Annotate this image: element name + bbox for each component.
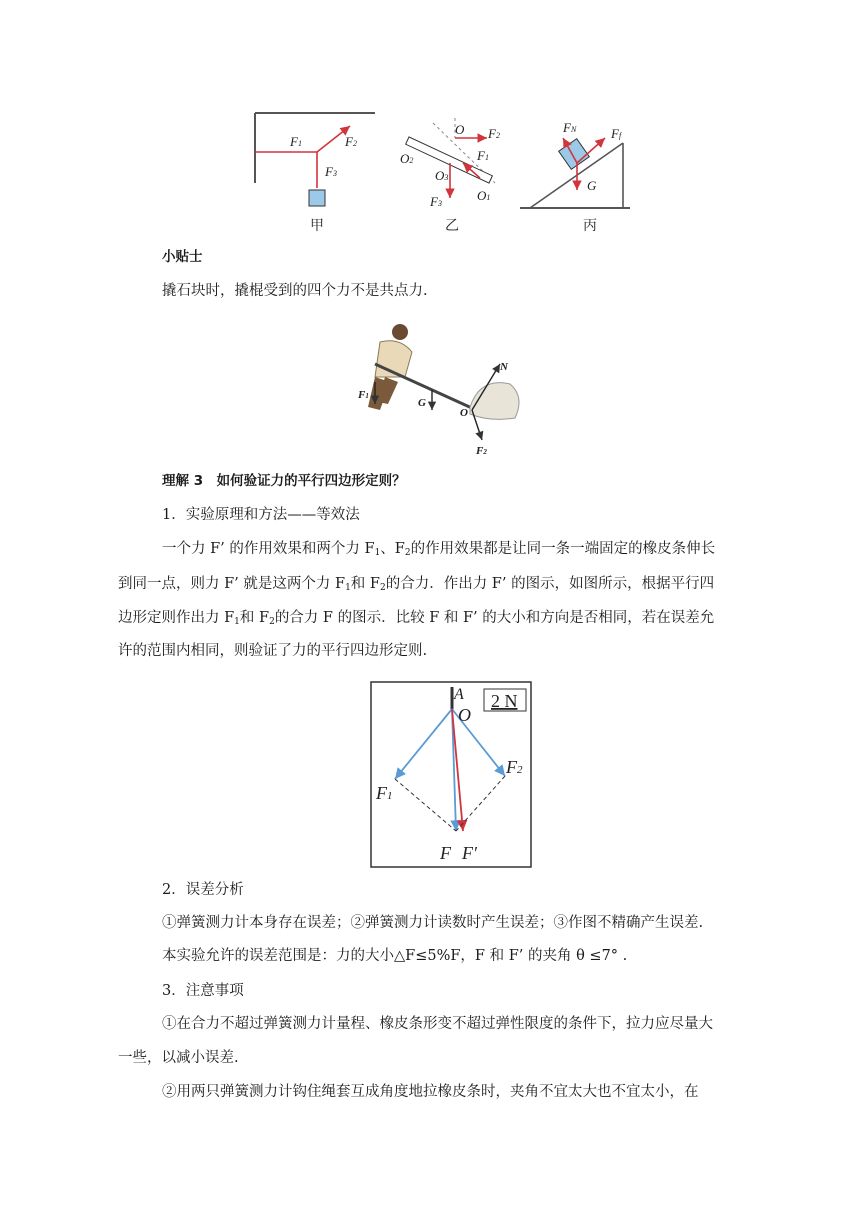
svg-text:F′: F′ <box>462 843 477 863</box>
diagram-yi <box>400 118 500 234</box>
svg-text:Ff: Ff <box>611 126 622 141</box>
para3-line2: 一些，以减小误差. <box>118 1050 239 1066</box>
svg-text:G: G <box>418 397 426 409</box>
section-heading: 理解 3 如何验证力的平行四边形定则？ <box>162 473 406 489</box>
svg-text:F2: F2 <box>506 757 523 777</box>
para2-line1: ①弹簧测力计本身存在误差；②弹簧测力计读数时产生误差；③作图不精确产生误差. <box>162 915 704 931</box>
svg-text:F2: F2 <box>476 445 487 457</box>
svg-text:2 N: 2 N <box>491 691 518 711</box>
lever-figure <box>350 322 520 460</box>
svg-text:F1: F1 <box>376 783 393 803</box>
force-diagrams-figure <box>245 108 645 238</box>
label-yi: 乙 <box>445 219 459 234</box>
tip-text: 撬石块时，撬棍受到的四个力不是共点力. <box>162 283 428 299</box>
para1-line1: 一个力 F’ 的作用效果和两个力 $F_1$、$F_2$的作用效果都是让同一条一端固定的橡皮条伸长 <box>162 541 716 558</box>
svg-text:F2: F2 <box>488 126 500 141</box>
svg-text:O: O <box>458 705 471 725</box>
svg-text:F2: F2 <box>345 134 357 149</box>
svg-text:O1: O1 <box>477 188 491 203</box>
svg-text:F1: F1 <box>358 389 369 401</box>
para1-line4: 许的范围内相同，则验证了力的平行四边形定则. <box>118 643 428 659</box>
svg-text:FN: FN <box>563 120 577 135</box>
para1-line2: 到同一点，则力 F’ 就是这两个力 $F_1$和 $F_2$的合力．作出力 F’ 的图示，如图所示，根据平行四 <box>118 576 715 593</box>
svg-text:N: N <box>500 361 508 373</box>
diagram-bing <box>520 120 630 234</box>
para3-line1: ①在合力不超过弹簧测力计量程、橡皮条形变不超过弹性限度的条件下，拉力应尽量大 <box>162 1016 713 1032</box>
diagram-jia <box>255 113 375 234</box>
label-bing: 丙 <box>583 219 597 234</box>
svg-text:F1: F1 <box>477 148 489 163</box>
parallelogram-figure <box>370 681 532 868</box>
label-jia: 甲 <box>310 219 324 234</box>
item2-title: 2．误差分析 <box>162 882 244 898</box>
svg-text:O3: O3 <box>435 168 449 183</box>
svg-text:F3: F3 <box>430 194 442 209</box>
item1-title: 1．实验原理和方法——等效法 <box>162 507 360 523</box>
svg-text:O: O <box>455 122 465 137</box>
svg-text:G: G <box>587 178 597 193</box>
para2-line2: 本实验允许的误差范围是：力的大小△F≤5%F，F 和 F’ 的夹角 θ ≤7° . <box>162 948 628 964</box>
svg-text:O: O <box>460 407 468 419</box>
svg-text:O2: O2 <box>400 151 414 166</box>
item3-title: 3．注意事项 <box>162 983 244 999</box>
para1-line3: 边形定则作出力 $F_1$和 $F_2$的合力 F 的图示．比较 F 和 F’ 的大小和方向是否相同，若在误差允 <box>118 610 715 627</box>
para3-line3: ②用两只弹簧测力计钩住绳套互成角度地拉橡皮条时，夹角不宜太大也不宜太小，在 <box>162 1084 699 1100</box>
svg-text:A: A <box>454 686 464 703</box>
svg-text:F1: F1 <box>290 134 302 149</box>
tip-heading: 小贴士 <box>162 249 203 265</box>
svg-text:F3: F3 <box>325 164 337 179</box>
svg-text:F: F <box>440 843 451 863</box>
